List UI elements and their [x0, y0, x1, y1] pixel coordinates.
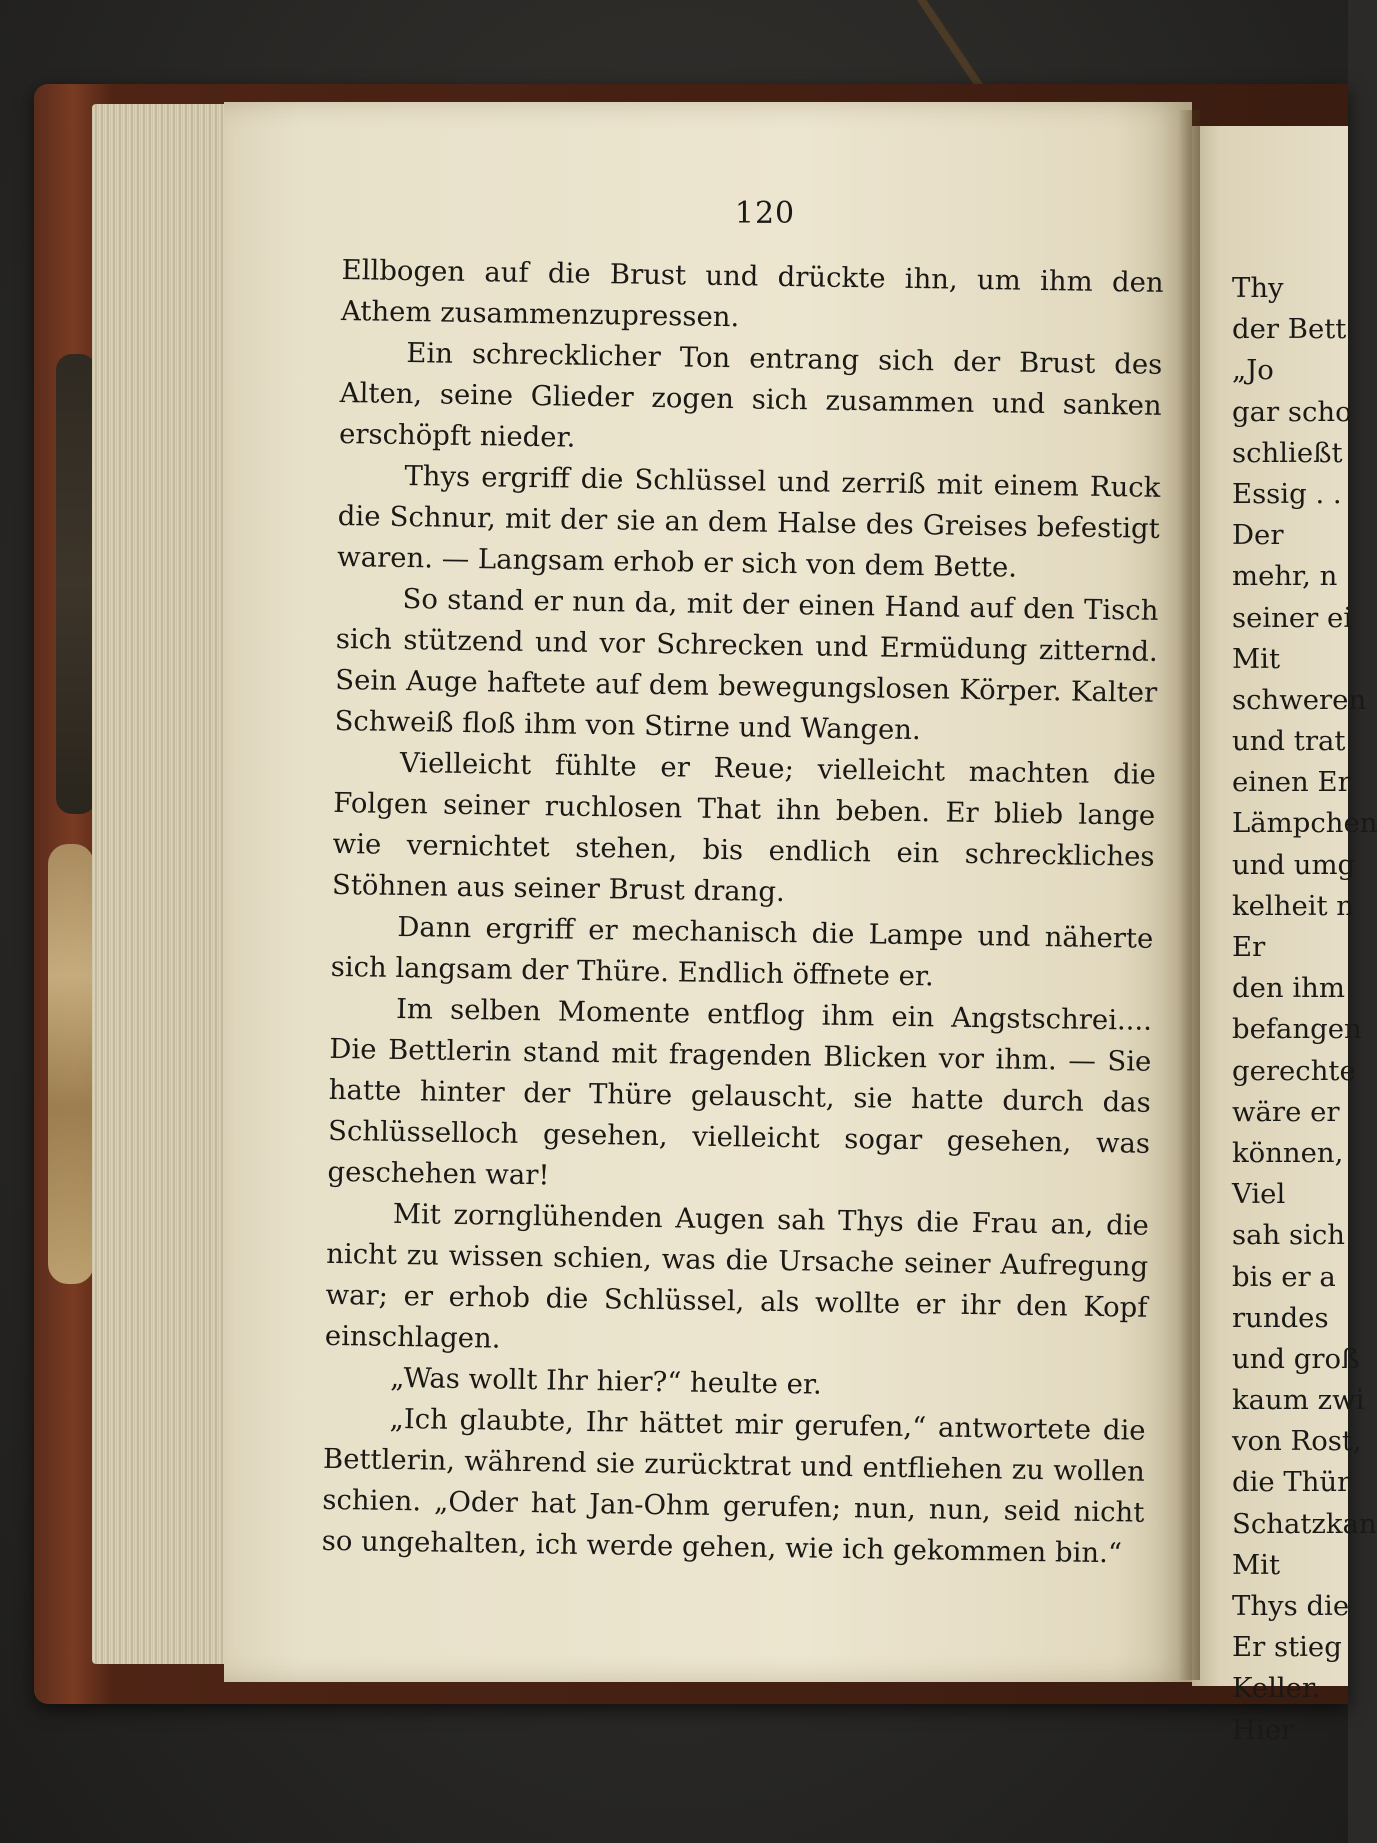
right-page-text: [1232, 268, 1377, 1751]
right-page-line: und umg: [1232, 848, 1356, 881]
right-page-line: Mit: [1232, 642, 1281, 675]
cover-tear: [48, 844, 94, 1284]
right-page-line: kelheit n: [1232, 889, 1355, 922]
right-page-line: den ihm: [1232, 972, 1345, 1005]
right-page-line: sah sich: [1232, 1219, 1345, 1252]
right-page-line: Keller.: [1232, 1672, 1321, 1705]
cover-wear: [56, 354, 96, 814]
page-edges: [92, 104, 224, 1664]
right-page-line: Lämpchen: [1232, 807, 1377, 840]
right-page-line: und trat: [1232, 725, 1346, 758]
right-page-line: von Rost,: [1232, 1425, 1362, 1458]
right-page-line: bis er a: [1232, 1260, 1336, 1293]
right-page-line: schweren: [1232, 683, 1367, 716]
right-page-line: Der: [1232, 519, 1284, 552]
right-page-line: Viel: [1232, 1178, 1286, 1211]
paragraph: Thys ergriff die Schlüssel und zerriß mit einem Ruck die Schnur, mit der sie an dem Halse des Greises befestigt waren. — Langsam erhob er sich von dem Bette.: [336, 460, 1161, 584]
right-page-line: gar scho: [1232, 395, 1352, 428]
left-page-text: [321, 250, 1164, 1575]
right-page-line: schließt: [1232, 436, 1343, 469]
right-page-line: der Bett: [1232, 313, 1347, 346]
right-page-line: Er stieg: [1232, 1631, 1342, 1664]
paragraph: Mit zornglühenden Augen sah Thys die Frau an, die nicht zu wissen schien, was die Ursache seiner Aufregung war; er erhob die Schlüssel, als wollte er ihr den Kopf einschlagen.: [324, 1197, 1150, 1355]
right-page-line: einen Er: [1232, 766, 1351, 799]
paragraph: „Was wollt Ihr hier?“ heulte er.: [390, 1361, 823, 1401]
paragraph: Ellbogen auf die Brust und drückte ihn, um ihm den Athem zusammenzupressen.: [340, 253, 1164, 334]
right-page-line: Essig . .: [1232, 477, 1342, 510]
right-page-line: rundes: [1232, 1301, 1329, 1334]
right-page-line: Er: [1232, 931, 1266, 963]
right-page-line: kaum zwi: [1232, 1384, 1365, 1417]
paragraph: Vielleicht fühlte er Reue; vielleicht machten die Folgen seiner ruchlosen That ihn beben. Er blieb lange wie vernichtet stehen, bis endlich ein schreckliches Stöhnen aus seiner Brust drang.: [331, 746, 1157, 909]
page-number: 120: [734, 196, 796, 231]
right-page-line: seiner ei: [1232, 601, 1353, 634]
right-page-line: mehr, n: [1232, 560, 1338, 593]
right-page-line: die Thür: [1232, 1466, 1351, 1499]
paragraph: Im selben Momente entflog ihm ein Angstschrei.... Die Bettlerin stand mit fragenden Blicken vor ihm. — Sie hatte hinter der Thüre gelauscht, sie hatte durch das Schlüsselloch gesehen, vielleicht sogar gesehen, was geschehen war!: [327, 992, 1153, 1192]
paragraph: Dann ergriff er mechanisch die Lampe und näherte sich langsam der Thüre. Endlich öffnete er.: [330, 910, 1154, 993]
book-gutter: [1178, 110, 1200, 1680]
paragraph: „Ich glaubte, Ihr hättet mir gerufen,“ antwortete die Bettlerin, während sie zurücktrat und entfliehen zu wollen schien. „Oder hat Jan-Ohm gerufen; nun, nun, seid nicht so ungehalten, ich werde gehen, wie ich gekommen bin.“: [321, 1402, 1146, 1570]
right-page-line: „Jo: [1232, 354, 1274, 387]
right-page-line: Thy: [1232, 272, 1284, 304]
paragraph: Ein schrecklicher Ton entrang sich der Brust des Alten, seine Glieder zogen sich zusammen und sanken erschöpft nieder.: [338, 337, 1163, 454]
right-page-line: Hier: [1232, 1713, 1295, 1746]
paragraph: So stand er nun da, mit der einen Hand auf den Tisch sich stützend und vor Schrecken und Ermüdung zitternd. Sein Auge haftete auf dem bewegungslosen Körper. Kalter Schweiß floß ihm von Stirne und Wangen.: [334, 582, 1159, 747]
right-page-line: befangen: [1232, 1013, 1362, 1046]
right-page-line: Thys die: [1232, 1590, 1350, 1622]
right-page-line: und groß: [1232, 1342, 1360, 1375]
right-page-line: Schatzkan: [1232, 1507, 1377, 1540]
right-page-line: Mit: [1232, 1548, 1281, 1581]
right-page-line: gerechte: [1232, 1054, 1356, 1087]
right-page-line: können,: [1232, 1136, 1344, 1169]
right-page-line: wäre er: [1232, 1095, 1340, 1128]
